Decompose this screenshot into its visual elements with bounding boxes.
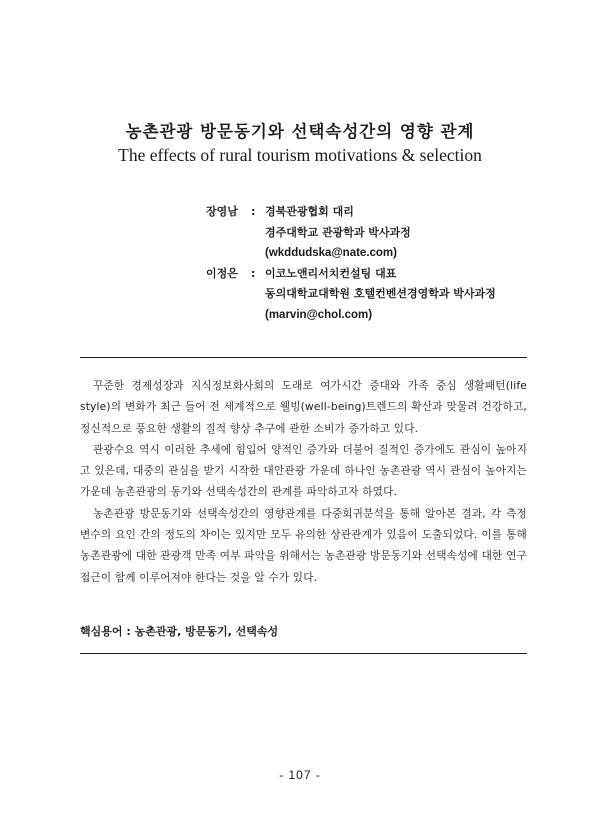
- author-affiliation: 동의대학교대학원 호텔컨벤션경영학과 박사과정: [265, 287, 496, 300]
- author-block: [206, 202, 586, 325]
- keywords-label: 핵심용어 :: [80, 625, 131, 638]
- abstract-top-rule: [80, 357, 527, 358]
- author-email: (wkddudska@nate.com): [265, 247, 397, 259]
- abstract-bottom-rule: [80, 653, 527, 654]
- author-affiliation: 이코노앤리서치컨설팅 대표: [265, 266, 397, 280]
- abstract-paragraph: 농촌관광 방문동기와 선택속성간의 영향관계를 다중회귀분석을 통해 알아본 결과, 각 측정 변수의 요인 간의 정도의 차이는 있지만 모두 유의한 상관관계가 있음이 도출되었다. 이를 통해 농촌관광에 대한 관광객 만족 여부 파악을 위해서는 농촌관광 방문동기와 선택속성에 대한 연구 접근이 함께 이루어져야 한다는 것을 알 수가 있다.: [80, 507, 527, 584]
- author-separator: :: [251, 266, 256, 280]
- author-affiliation: 경주대학교 관광학과 박사과정: [265, 225, 411, 239]
- keywords: [80, 623, 278, 639]
- title-english: The effects of rural tourism motivations & selection: [118, 145, 482, 165]
- abstract-paragraph: 꾸준한 경제성장과 지식정보화사회의 도래로 여가시간 증대와 가족 중심 생활패턴(life style)의 변화가 최근 들어 전 세계적으로 웰빙(well-being)트렌드의 확산과 맞물려 건강하고, 정신적으로 풍요한 생활의 질적 향상 추구에 관한 소비가 증가하고 있다.: [80, 380, 527, 435]
- abstract: [80, 376, 527, 589]
- author-affiliation: 경북관광협회 대리: [265, 205, 354, 218]
- author-name: 장영남: [206, 205, 238, 218]
- keywords-terms: 농촌관광, 방문동기, 선택속성: [134, 625, 279, 638]
- author-name: 이정은: [206, 266, 238, 280]
- author-affiliations: [265, 264, 586, 326]
- author-entry: [206, 202, 586, 264]
- author-email: (marvin@chol.com): [265, 308, 373, 321]
- page-number: - 107 -: [279, 768, 321, 782]
- title-korean: 농촌관광 방문동기와 선택속성간의 영향 관계: [125, 122, 475, 141]
- author-affiliations: [265, 202, 586, 264]
- author-separator: :: [251, 205, 256, 218]
- abstract-paragraph: 관광수요 역시 이러한 추세에 힘입어 양적인 증가와 더불어 질적인 증가에도 관심이 높아지고 있은데, 대중의 관심을 받기 시작한 대안관광 가운데 하나인 농촌관광 역시 관심이 높아지는 가운데 농촌관광의 동기와 선택속성간의 관계를 파악하고자 하였다.: [80, 443, 527, 499]
- author-entry: [206, 264, 586, 326]
